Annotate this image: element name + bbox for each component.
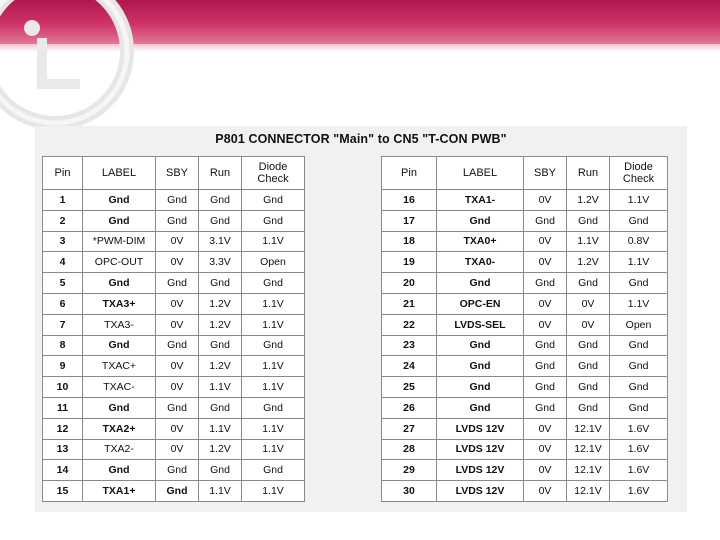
pin-cell: 20 <box>382 273 437 294</box>
pin-cell: 19 <box>382 252 437 273</box>
sheet-title: P801 CONNECTOR "Main" to CN5 "T-CON PWB" <box>215 132 507 146</box>
table-row <box>382 210 668 231</box>
sby-cell: Gnd <box>524 273 567 294</box>
sby-cell: 0V <box>524 439 567 460</box>
sby-cell: 0V <box>524 252 567 273</box>
diode-cell: 1.1V <box>242 418 305 439</box>
table-row <box>43 481 305 502</box>
run-cell: 1.2V <box>199 356 242 377</box>
diode-cell: Gnd <box>610 356 668 377</box>
pin-cell: 11 <box>43 397 83 418</box>
run-cell: 1.1V <box>567 231 610 252</box>
diode-cell: Gnd <box>610 335 668 356</box>
diode-cell: Gnd <box>610 397 668 418</box>
diode-cell: Gnd <box>242 335 305 356</box>
header-run: Run <box>199 157 242 190</box>
label-cell: OPC-OUT <box>83 252 156 273</box>
sby-cell: 0V <box>156 418 199 439</box>
sby-cell: 0V <box>156 252 199 273</box>
diode-cell: 1.1V <box>610 190 668 211</box>
label-cell: TXA3+ <box>83 293 156 314</box>
table-row <box>43 397 305 418</box>
run-cell: Gnd <box>567 273 610 294</box>
sby-cell: 0V <box>156 314 199 335</box>
sby-cell: 0V <box>524 231 567 252</box>
table-row <box>43 273 305 294</box>
pin-cell: 6 <box>43 293 83 314</box>
diode-cell: 1.6V <box>610 481 668 502</box>
logo-watermark-icon <box>0 0 140 136</box>
run-cell: Gnd <box>567 356 610 377</box>
pin-cell: 21 <box>382 293 437 314</box>
header-sby: SBY <box>524 157 567 190</box>
run-cell: Gnd <box>199 460 242 481</box>
diode-cell: Gnd <box>242 190 305 211</box>
diode-cell: 1.1V <box>242 293 305 314</box>
sby-cell: 0V <box>156 439 199 460</box>
sby-cell: 0V <box>524 481 567 502</box>
sby-cell: Gnd <box>156 273 199 294</box>
sby-cell: Gnd <box>156 481 199 502</box>
run-cell: Gnd <box>567 377 610 398</box>
pin-cell: 4 <box>43 252 83 273</box>
label-cell: Gnd <box>437 335 524 356</box>
table-row <box>43 293 305 314</box>
table-row <box>43 335 305 356</box>
sby-cell: Gnd <box>156 460 199 481</box>
pin-table-right <box>381 156 668 502</box>
run-cell: 12.1V <box>567 481 610 502</box>
run-cell: 1.1V <box>199 377 242 398</box>
label-cell: Gnd <box>83 460 156 481</box>
run-cell: 0V <box>567 314 610 335</box>
table-row <box>43 439 305 460</box>
diode-cell: 1.1V <box>242 231 305 252</box>
header-diode-check: Diode Check <box>610 157 668 190</box>
run-cell: 1.1V <box>199 481 242 502</box>
pin-cell: 8 <box>43 335 83 356</box>
header-pin: Pin <box>43 157 83 190</box>
table-row <box>382 356 668 377</box>
pin-cell: 9 <box>43 356 83 377</box>
table-row <box>382 273 668 294</box>
pin-cell: 18 <box>382 231 437 252</box>
sby-cell: 0V <box>156 377 199 398</box>
run-cell: 1.1V <box>199 418 242 439</box>
diode-cell: Gnd <box>242 397 305 418</box>
header-diode-check: Diode Check <box>242 157 305 190</box>
run-cell: Gnd <box>199 273 242 294</box>
pin-cell: 7 <box>43 314 83 335</box>
sby-cell: Gnd <box>524 377 567 398</box>
label-cell: TXA0+ <box>437 231 524 252</box>
table-row <box>382 439 668 460</box>
run-cell: Gnd <box>567 335 610 356</box>
run-cell: 1.2V <box>567 252 610 273</box>
label-cell: Gnd <box>83 273 156 294</box>
run-cell: Gnd <box>567 397 610 418</box>
diode-cell: Gnd <box>242 210 305 231</box>
pin-cell: 5 <box>43 273 83 294</box>
table-row <box>382 335 668 356</box>
label-cell: LVDS 12V <box>437 460 524 481</box>
label-cell: LVDS 12V <box>437 418 524 439</box>
diode-cell: Gnd <box>242 273 305 294</box>
diode-cell: Gnd <box>242 460 305 481</box>
diode-cell: 1.1V <box>242 439 305 460</box>
diode-cell: 1.6V <box>610 418 668 439</box>
label-cell: TXA0- <box>437 252 524 273</box>
header-pin: Pin <box>382 157 437 190</box>
run-cell: 12.1V <box>567 418 610 439</box>
pin-cell: 16 <box>382 190 437 211</box>
run-cell: 1.2V <box>567 190 610 211</box>
table-row <box>382 190 668 211</box>
pin-cell: 26 <box>382 397 437 418</box>
table-row <box>382 418 668 439</box>
diode-cell: 0.8V <box>610 231 668 252</box>
diode-cell: 1.1V <box>242 377 305 398</box>
pin-cell: 12 <box>43 418 83 439</box>
table-row <box>43 377 305 398</box>
label-cell: TXA3- <box>83 314 156 335</box>
pin-table-left <box>42 156 305 502</box>
diode-cell: Gnd <box>610 377 668 398</box>
pin-cell: 23 <box>382 335 437 356</box>
pin-cell: 28 <box>382 439 437 460</box>
table-row <box>382 231 668 252</box>
run-cell: Gnd <box>199 210 242 231</box>
table-row <box>43 460 305 481</box>
table-header-row <box>43 157 305 190</box>
label-cell: TXAC+ <box>83 356 156 377</box>
sby-cell: 0V <box>524 314 567 335</box>
table-header-row <box>382 157 668 190</box>
pin-cell: 29 <box>382 460 437 481</box>
run-cell: 12.1V <box>567 460 610 481</box>
sby-cell: 0V <box>156 293 199 314</box>
label-cell: TXA1+ <box>83 481 156 502</box>
sby-cell: Gnd <box>524 210 567 231</box>
diode-cell: 1.6V <box>610 460 668 481</box>
label-cell: Gnd <box>83 210 156 231</box>
table-row <box>43 190 305 211</box>
sby-cell: Gnd <box>524 397 567 418</box>
pin-cell: 25 <box>382 377 437 398</box>
header-sby: SBY <box>156 157 199 190</box>
pin-cell: 15 <box>43 481 83 502</box>
table-row <box>43 314 305 335</box>
pin-cell: 30 <box>382 481 437 502</box>
label-cell: Gnd <box>437 210 524 231</box>
table-row <box>43 418 305 439</box>
table-row <box>382 377 668 398</box>
run-cell: Gnd <box>199 190 242 211</box>
diode-cell: Open <box>610 314 668 335</box>
run-cell: 1.2V <box>199 293 242 314</box>
sby-cell: 0V <box>524 190 567 211</box>
diode-cell: 1.1V <box>242 356 305 377</box>
label-cell: LVDS-SEL <box>437 314 524 335</box>
run-cell: 3.1V <box>199 231 242 252</box>
label-cell: TXAC- <box>83 377 156 398</box>
table-row <box>382 252 668 273</box>
sby-cell: 0V <box>156 356 199 377</box>
label-cell: TXA1- <box>437 190 524 211</box>
sby-cell: Gnd <box>524 335 567 356</box>
header-label: LABEL <box>83 157 156 190</box>
table-row <box>43 210 305 231</box>
sby-cell: Gnd <box>156 210 199 231</box>
diode-cell: 1.1V <box>610 293 668 314</box>
diode-cell: 1.1V <box>242 481 305 502</box>
label-cell: *PWM-DIM <box>83 231 156 252</box>
header-run: Run <box>567 157 610 190</box>
connector-sheet <box>35 126 687 512</box>
run-cell: 12.1V <box>567 439 610 460</box>
pin-cell: 14 <box>43 460 83 481</box>
sby-cell: 0V <box>156 231 199 252</box>
pin-cell: 17 <box>382 210 437 231</box>
pin-cell: 24 <box>382 356 437 377</box>
run-cell: Gnd <box>567 210 610 231</box>
table-row <box>382 481 668 502</box>
run-cell: Gnd <box>199 397 242 418</box>
sby-cell: 0V <box>524 418 567 439</box>
run-cell: 3.3V <box>199 252 242 273</box>
table-row <box>382 314 668 335</box>
table-row <box>43 356 305 377</box>
diode-cell: Gnd <box>610 210 668 231</box>
label-cell: LVDS 12V <box>437 439 524 460</box>
sby-cell: Gnd <box>156 190 199 211</box>
diode-cell: 1.1V <box>242 314 305 335</box>
sby-cell: Gnd <box>156 397 199 418</box>
table-row <box>382 460 668 481</box>
label-cell: Gnd <box>83 397 156 418</box>
sby-cell: 0V <box>524 293 567 314</box>
label-cell: TXA2+ <box>83 418 156 439</box>
run-cell: 0V <box>567 293 610 314</box>
table-row <box>43 252 305 273</box>
sby-cell: 0V <box>524 460 567 481</box>
pin-cell: 3 <box>43 231 83 252</box>
label-cell: TXA2- <box>83 439 156 460</box>
pin-cell: 27 <box>382 418 437 439</box>
diode-cell: Gnd <box>610 273 668 294</box>
pin-cell: 13 <box>43 439 83 460</box>
diode-cell: 1.1V <box>610 252 668 273</box>
pin-cell: 2 <box>43 210 83 231</box>
pin-cell: 22 <box>382 314 437 335</box>
header-label: LABEL <box>437 157 524 190</box>
pin-cell: 1 <box>43 190 83 211</box>
run-cell: 1.2V <box>199 439 242 460</box>
label-cell: Gnd <box>437 377 524 398</box>
sby-cell: Gnd <box>524 356 567 377</box>
table-row <box>382 397 668 418</box>
diode-cell: 1.6V <box>610 439 668 460</box>
run-cell: Gnd <box>199 335 242 356</box>
sby-cell: Gnd <box>156 335 199 356</box>
pin-cell: 10 <box>43 377 83 398</box>
table-row <box>382 293 668 314</box>
label-cell: Gnd <box>83 335 156 356</box>
diode-cell: Open <box>242 252 305 273</box>
label-cell: Gnd <box>83 190 156 211</box>
label-cell: OPC-EN <box>437 293 524 314</box>
label-cell: Gnd <box>437 397 524 418</box>
table-row <box>43 231 305 252</box>
label-cell: LVDS 12V <box>437 481 524 502</box>
run-cell: 1.2V <box>199 314 242 335</box>
label-cell: Gnd <box>437 356 524 377</box>
label-cell: Gnd <box>437 273 524 294</box>
